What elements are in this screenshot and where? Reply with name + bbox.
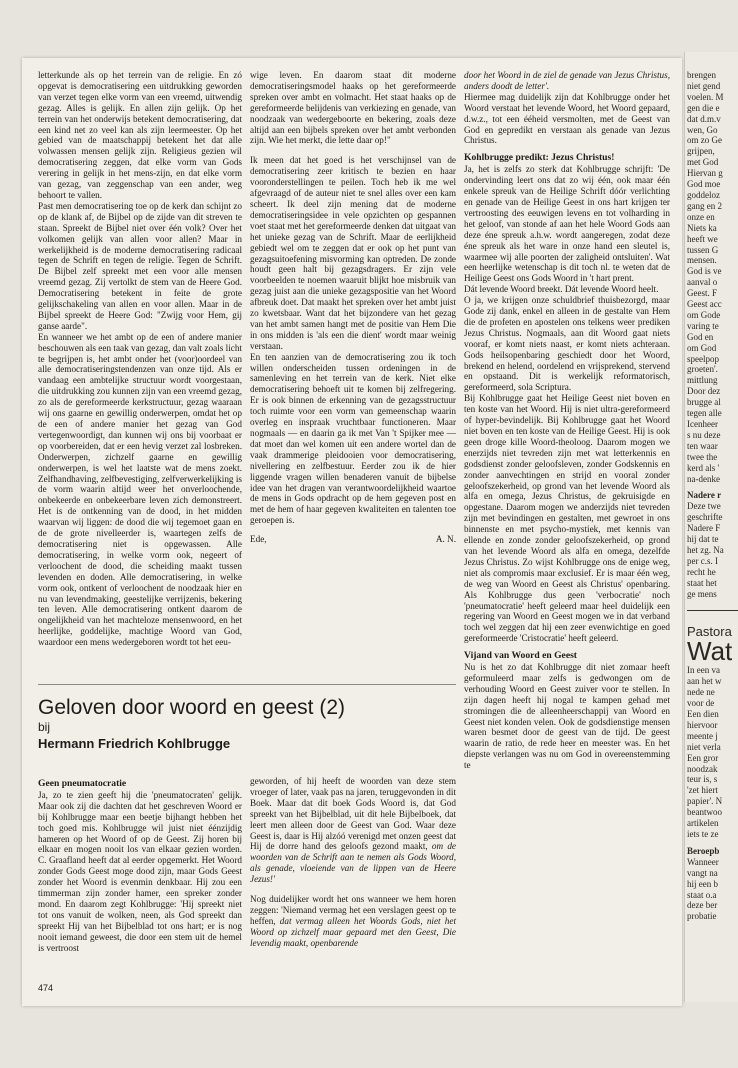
adjacent-line: ge mens: [687, 588, 717, 599]
adjacent-heading: Beroepb: [687, 845, 720, 856]
paragraph: Ja, het is zelfs zo sterk dat Kohlbrugge schrijft: 'De ondervinding leert ons dat zo wij één, ook maar één enkele spreuk van de Heilige Schrift dóór verlichting en genade van de Heilige Geest in ons hart krijgen ter vertroosting des eeuwigen levens en tot volharding in het geloof, van stonde af aan het hele Woord Gods aan deze éne spreuk a.h.w. wordt aangeregen, zodat deze éne spreuk als het ware in onze hand een sleutel is, waarmee wij alle poorten der zaligheid ontsluiten'. Wat een heerlijke wetenschap is dit toch nl. te weten dat de Heilige Geest ons Gods Woord in 't hart prent.: [464, 164, 670, 284]
adjacent-line: Deze twe: [687, 501, 721, 512]
italic-quote: om de woorden van de Schrift aan te nemen als Gods Woord, als genade, vloeiende van de lippen van de Heere Jezus!': [250, 841, 456, 885]
adjacent-line: Geest. F: [687, 288, 717, 299]
paragraph: [250, 776, 456, 885]
adjacent-line: om God: [687, 342, 717, 353]
adjacent-line: Icenheer: [687, 419, 718, 429]
paragraph: Bij Kohlbrugge gaat het Heilige Geest niet boven en ten koste van het Woord. Hij is niet ultra-gereformeerd of hyper-bevindelijk. Bij Kohlbrugge gaat het Woord niet boven en ten koste van de Heilige Geest. Hij is ook geen droge kille Woord-theoloog. Daarom mogen we enerzijds niet tevreden zijn met wat letterkennis en godsdienst zonder geloofsleven, zonder Godskennis en zonder aanvechtingen en strijd en vooral zonder geloofszekerheid, op grond van het levende Woord als alfa en omega, Jezus Christus, de gekruisigde en opgestane. Daarom mogen we anderzijds niet tevreden zijn met bevindingen en gestalten, met gewroet in ons binnenste en met psycho-mystiek, met kennis van ellende en zonde zonder geloofszekerheid, op grond van het levende Woord als alfa en omega, dezelfde Jezus Christus. Zo wijst Kohlbrugge ons de enige weg, niet als compromis maar exclusief. Er is maar één weg, de weg van Woord en Geest als Christus' openbaring. Als Kohlbrugge dus geen 'verbocratie' noch 'pneumatocratie' heeft geleerd maar heel duidelijk een regering van Woord en Geest mogen we in dat verband toch wel zeggen dat hij een zeer evenwichtige en goed gereformeerde 'Cristocratie' heeft geleerd.: [464, 393, 670, 644]
adjacent-line: beantwoo: [687, 807, 722, 818]
column-3: [464, 70, 670, 771]
adjacent-line: grijpen,: [687, 146, 715, 157]
paragraph: wige leven. En daarom staat dit moderne democratiseringsmodel haaks op het gereformeerde spreken over ambt en volmacht. Het staat haaks op de gereformeerde belijdenis van verkiezing en genade, van noodzaak van wedergeboorte en bekering, zoals deze altijd aan een bijbels spreken over het ambt verbonden zijn. Wie het merkt, die lette daar op!": [250, 70, 456, 146]
adjacent-line: mensen.: [687, 255, 717, 266]
adjacent-line: Door dez: [687, 386, 721, 397]
adjacent-line: voelen. M: [687, 91, 724, 102]
adjacent-line: met God: [687, 157, 719, 168]
adjacent-line: geschrifte: [687, 512, 723, 523]
section-divider: [38, 684, 456, 685]
adjacent-line: aan het w: [687, 676, 722, 687]
adjacent-line: kerd als ': [687, 462, 720, 473]
adjacent-line: hij een b: [687, 878, 718, 889]
adjacent-line: Wanneer: [687, 856, 719, 867]
signature-place: Ede,: [250, 534, 267, 545]
page-number: 474: [38, 983, 54, 993]
italic-quote: dat vermag alleen het Woords Gods, niet het Woord op zichzelf maar gepaard met den Geest, Die levendig maakt, openbarende: [250, 915, 457, 948]
adjacent-line: God en: [687, 331, 714, 342]
adjacent-rule: [687, 610, 738, 611]
adjacent-line: gen die e: [687, 102, 720, 113]
adjacent-line: In een va: [687, 665, 720, 676]
section-heading: Vijand van Woord en Geest: [464, 650, 578, 662]
adjacent-line: voor de: [687, 698, 715, 709]
adjacent-line: het zg. Na: [687, 544, 724, 555]
adjacent-line: tussen G: [687, 244, 719, 255]
adjacent-line: heeft we: [687, 233, 718, 244]
adjacent-line: ten waar: [687, 440, 718, 451]
section-heading: Geen pneumatocratie: [38, 778, 127, 789]
adjacent-line: deze ber: [687, 900, 718, 911]
adjacent-line: brugge al: [687, 397, 721, 408]
adjacent-line: Hiervan g: [687, 168, 723, 179]
paragraph: Hiermee mag duidelijk zijn dat Kohlbrugge onder het Woord verstaat het levende Woord, het Woord gepaard, d.w.z., tot een ééheid versmolten, met de Geest van God en gepredikt en verstaan als genade van Jezus Christus.: [464, 91, 670, 146]
adjacent-line: artikelen: [687, 818, 719, 829]
column-5: [250, 776, 456, 949]
adjacent-line: noodzak: [687, 763, 718, 774]
adjacent-line: s nu deze: [687, 429, 721, 440]
adjacent-line: per c.s. I: [687, 555, 718, 566]
article-title: Geloven door woord en geest (2): [38, 696, 346, 719]
paragraph-text: Nog duidelijker wordt het ons wanneer we hem horen zeggen: 'Niemand vermag het een verslagen geest op te heffen,: [250, 894, 456, 926]
adjacent-line: Geest acc: [687, 299, 722, 310]
adjacent-line: vangt na: [687, 867, 718, 878]
adjacent-title: Wat: [687, 636, 733, 667]
adjacent-line: om Gode: [687, 309, 721, 320]
adjacent-heading: Nadere r: [687, 490, 722, 501]
paragraph: Dát levende Woord breekt. Dát levende Woord heelt.: [464, 284, 659, 295]
column-1: [38, 70, 242, 648]
article-byline-prefix: bij: [38, 720, 51, 734]
adjacent-page-strip: [684, 52, 738, 1002]
adjacent-line: brengen: [687, 70, 716, 80]
adjacent-line: groeten'.: [687, 364, 718, 375]
adjacent-line: speelpop: [687, 353, 719, 364]
signature-initials: A. N.: [435, 534, 456, 545]
paragraph: Nu is het zo dat Kohlbrugge dit niet zomaar heeft geformuleerd maar zelfs is gedwongen om de verhouding Woord en Geest zuiver voor te stellen. In zijn dagen heeft hij nogal te kampen gehad met stromingen die de alleenheerschappij van Woord en Geest niet konden velen. Ook de godsdienstige mensen waren besmet door de geest van de tijd. De geest waarin de ratio, de rede heer en meester was. En het diepste verlangen was nu om God in overeenstemming te: [464, 662, 670, 771]
adjacent-line: teur is, s: [687, 774, 718, 785]
adjacent-line: Een dien: [687, 709, 719, 720]
paragraph: En ten aanzien van de democratisering zou ik toch willen onderscheiden tussen ordeningen in de samenleving en het terrein van de kerk. Niet elke democratisering behoeft uit te komen bij zelfregering. Er is ook binnen de erkenning van de gezagsstructuur toch ruimte voor een vorm van gemeenschap waarin overleg en inspraak vruchtbaar functioneren. Maar nogmaals — en daarin ga ik met Van 't Spijker mee — dat moet dan wel komen uit een andere wortel dan de vaak drammerige pleidooien voor democratisering, nivellering en zelfbestuur. Eerder zou ik de hier liggende vragen willen benaderen vanuit de bijbelse idee van het dragen van verantwoordelijkheid waartoe de mens in Gods opdracht op de hem gegeven post en met de hem of haar gegeven kwaliteiten en talenten toe geroepen is.: [250, 351, 456, 526]
adjacent-line: recht he: [687, 566, 716, 577]
paragraph: Ja, zo te zien geeft hij die 'pneumatocraten' gelijk. Maar ook zij die dachten dat het geschreven Woord er bij Kohlbrugge maar een beetje bijhangt hebben het toch goed mis. Kohlbrugge wil juist niet éénzijdig hameren op het Woord of op de Geest. Zij horen bij elkaar en mogen nooit los van elkaar gezien worden. C. Graafland heeft dat al eerder opgemerkt. Het Woord zonder Gods Geest moge dood zijn, maar Gods Geest zonder het Woord is evenmin denkbaar. Hij zou een timmerman zijn zonder hamer, een spreker zonder mond. En daarom zegt Kohlbrugge: 'Hij spreekt niet tot ons vanuit de wolken, neen, als God spreekt dan spreekt Hij van het Bijbelblad tot ons hart; er is nog nooit iemand geweest, die door een stem uit de hemel is vertroost: [38, 789, 242, 953]
adjacent-line: varing te: [687, 320, 719, 331]
adjacent-line: om zo Ge: [687, 135, 722, 146]
adjacent-line: dat d.m.v: [687, 113, 721, 124]
adjacent-line: goddeloz: [687, 189, 720, 200]
adjacent-section-label: Pastora: [687, 623, 732, 639]
adjacent-line: 'zet hiert: [687, 785, 718, 796]
adjacent-line: Een gror: [687, 752, 719, 763]
paragraph: Past men democratisering toe op de kerk dan schijnt zo op de klank af, de Bijbel op de zijde van dit streven te staan. Spreekt de Bijbel niet over één volk? Over het volkomen gelijk van allen voor allen? Maar in werkelijkheid is de moderne democratisering radicaal tegen de Schrift en tegen de religie. Tegen de Schrift. De Bijbel zelf spreekt met een voor alle mensen vreemd gezag. Zij vertolkt de stem van de Heere God. Democratisering betekent in feite de grote gelijkschakeling van allen en voor allen. Maar in de Bijbel spreekt de Heere God: "Zwijg voor Hem, gij ganse aarde".: [38, 200, 242, 331]
signature: [250, 534, 456, 545]
article-header: [38, 696, 458, 752]
adjacent-line: niet gend: [687, 80, 721, 91]
adjacent-lines: [687, 70, 738, 484]
adjacent-line: staat o.a: [687, 889, 717, 900]
adjacent-line: God is ve: [687, 266, 722, 277]
adjacent-line: staat het: [687, 577, 717, 588]
paragraph: letterkunde als op het terrein van de religie. En zó opgevat is democratisering een uitdrukking geworden van verzet tegen elke vorm van een vreemd, uitwendig gezag. Alles is gelijk. En allen zijn gelijk. Op het terrein van het onderwijs betekent democratisering, dat een kind net zo veel kan als zijn leermeester. Op het gebied van de maatschappij betekent het dat alle volwassen mensen gelijk zijn. Religieus gezien wil democratisering zeggen, dat elke vorm van Gods verering in gelijk in het mens-zijn, en dat elke vorm van gezag, van zeggenschap van een ander, weg behoort te vallen.: [38, 70, 242, 200]
section-heading: Kohlbrugge predikt: Jezus Christus!: [464, 152, 615, 164]
adjacent-line: God moe: [687, 179, 721, 190]
adjacent-line: na-denke: [687, 473, 720, 484]
adjacent-line: papier'. N: [687, 796, 723, 807]
adjacent-line: niet verla: [687, 741, 721, 752]
adjacent-line: aanval o: [687, 277, 718, 288]
paragraph: Ik meen dat het goed is het verschijnsel van de democratisering zeer kritisch te bezien en haar vooronderstellingen te peilen. Toch heb ik me wel afgevraagd of de auteur niet te snel alles over een kam scheert. Ik deel zijn mening dat de moderne democratiseringsidee in vele opzichten op gespannen voet staat met het gereformeerde denken dat uitgaat van het unieke gezag van de Schrift. Maar de eerlijkheid gebiedt wel om te zeggen dat er ook op het punt van gezagsuitoefening misvorming kan optreden. De zonde houdt geen halt bij gezagsdragers. Er zijn vele voorbeelden te noemen waaruit blijkt hoe misbruik van gezag juist aan die unieke gezagspositie van het Woord afbreuk doet. Dat maakt het spreken over het ambt juist zo kwetsbaar. Want dat het bijzondere van het gezag van het ambt samen hangt met de positie van Hem Die in ons midden is 'als een die dient' wordt maar weinig verstaan.: [250, 155, 456, 351]
adjacent-page-text: [687, 70, 738, 922]
column-4: [38, 776, 242, 954]
adjacent-lines: [687, 665, 738, 840]
adjacent-line: twee the: [687, 451, 718, 462]
adjacent-line: nede ne: [687, 687, 715, 698]
adjacent-line: Nadere F: [687, 523, 721, 534]
adjacent-line: probatie: [687, 911, 717, 922]
paragraph: [250, 894, 456, 949]
paragraph: En wanneer we het ambt op de een of andere manier beschouwen als een taak van gezag, dan valt zoals licht te begrijpen is, het ambt onder het (voor)oordeel van alle democratiseringstendenzen van onze tijd. Als er vandaag een ambtelijke structuur wordt voorgestaan, die uitdrukking zou kunnen zijn van een vreemd gezag, zo als de gereformeerde kerkstructuur, gezag waaraan wij ons gaarne en gewillig onderwerpen, omdat het op de een of andere manier het gezag van God vertegenwoordigt, dan kunnen wij ons bij voorbaat er op voorbereiden, dat er een hevig verzet zal losbreken. Onderwerpen, zichzelf gaarne en gewillig onderwerpen, is wel het laatste wat de mens zoekt. Zelfhandhaving, zelfbevestiging, zelfverwerkelijking is de vorm waarin altijd weer het onverloochende, onbekeerde en onbekeerbare leven zich demonstreert. Het is de ontkenning van de dood, in het midden waarvan wij liggen: de dood die wij tegemoet gaan en de de grote nivelleerder is, waartegen zelfs de democratisering niet is opgewassen. Alle democratisering, in welke vorm ook, negeert of verloochent de dood, die scheiding maakt tussen levenden en doden. Alle democratisering, in welke vorm ook, ontkent of verloochent de noodzaak hier en nu van levendmaking, geestelijke verrijzenis, bekering ten leven. Alle democratisering ontkent daarom de ongelijkheid van het machteloze mensenwoord, en het heerlijke, goddelijke, machtige Woord van God, waardoor een mens wedergeboren wordt tot het eeu-: [38, 331, 242, 648]
adjacent-line: mittlung: [687, 375, 718, 386]
adjacent-line: hiervoor: [687, 719, 718, 730]
paragraph: O ja, we krijgen onze schuldbrief thuisbezorgd, maar Gode zij dank, enkel en alleen in de gestalte van Hem die de profeten en apostelen ons telkens weer prediken Jezus Christus. Nogmaals, aan dit Woord gaat niets vooraf, er komt niets naast, er komt niets achteraan. Gods heilsopenbaring geschiedt door het Woord, brekend en helend, oordelend en vrijsprekend, stervend en opstaand. Dit is werkelijk reformatorisch, gereformeerd, sola Scriptura.: [464, 295, 670, 393]
adjacent-line: hij dat te: [687, 534, 719, 545]
adjacent-line: wen, Go: [687, 124, 718, 135]
column-2: [250, 70, 456, 545]
adjacent-line: iets te ze: [687, 829, 719, 839]
adjacent-line: gang en 2: [687, 200, 722, 211]
adjacent-line: onze en: [687, 211, 715, 222]
article-author: Hermann Friedrich Kohlbrugge: [38, 736, 231, 751]
adjacent-lines: [687, 857, 738, 922]
quote-continuation: door het Woord in de ziel de genade van Jezus Christus, anders doodt de letter'.: [464, 70, 670, 91]
adjacent-lines: [687, 501, 738, 599]
adjacent-line: meente j: [687, 730, 718, 741]
paragraph-text: geworden, of hij heeft de woorden van deze stem vroeger of later, vaak pas na jaren, teruggevonden in dit Boek. Maar dat dit boek Gods Woord is, dat God spreekt van het Bijbelblad, uit dit hele Bijbelboek, dat leert men alleen door de Geest van God. Waar deze Geest is, daar is Hij alzóó verenigd met onzen geest dat Hij de dorre hand des geloofs gezond maakt,: [250, 776, 456, 852]
adjacent-line: tegen alle: [687, 408, 722, 419]
adjacent-line: Niets ka: [687, 222, 717, 233]
